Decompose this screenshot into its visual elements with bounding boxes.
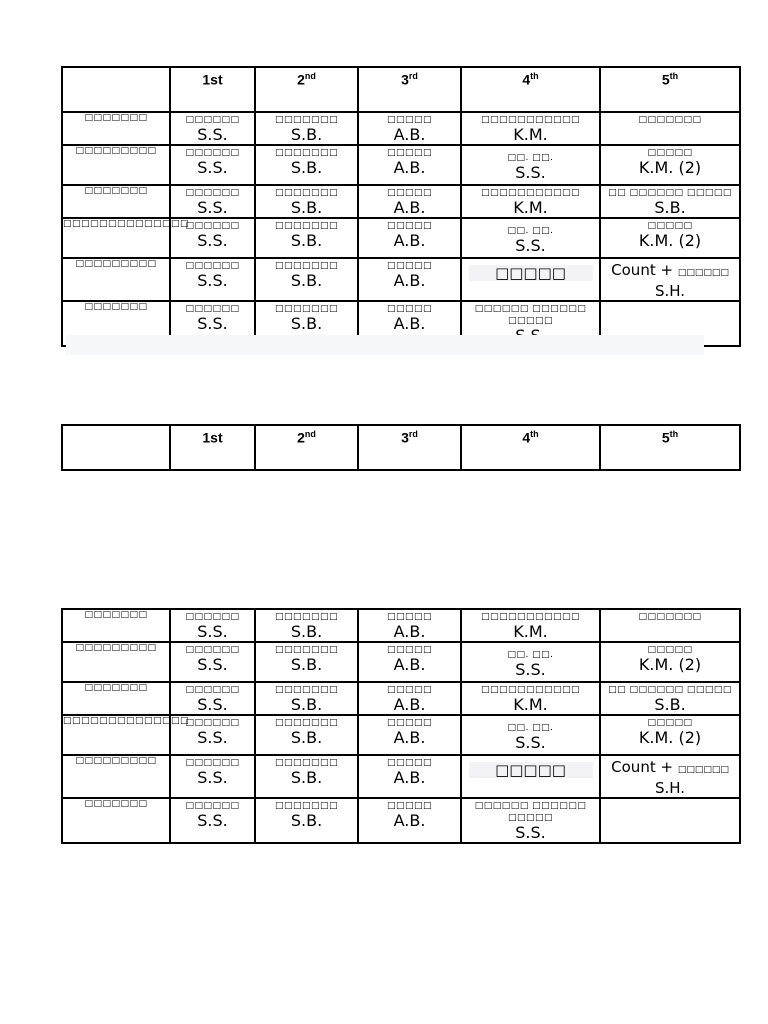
period-cell: □□□□□□□ S.B. [255,258,358,301]
period-cell: □□□□□ K.M. (2) [600,145,740,185]
header-period-3: 3rd [358,425,461,470]
header-period-2: 2nd [255,425,358,470]
header-row [62,67,740,112]
period-cell: □□□□□ A.B. [358,798,461,843]
period-cell: □□□□□□ □□□□□□ □□□□□ S.S. [461,798,600,843]
period-cell: □□□□□□ S.S. [170,682,255,715]
period-cell: □□ □□□□□□ □□□□□ S.B. [600,185,740,218]
period-cell: □□□□□ A.B. [358,755,461,798]
day-label: □□□□□□□ [62,682,170,715]
table-row [62,682,740,715]
period-cell: □□□□□□ S.S. [170,218,255,258]
day-label: □□□□□□□□□ [62,145,170,185]
period-cell: □□□□□□□□□□□ K.M. [461,112,600,145]
period-cell: □□. □□. S.S. [461,642,600,682]
header-period-2: 2nd [255,67,358,112]
period-cell: □□□□□□□ [600,112,740,145]
period-cell: □□□□□□ S.S. [170,258,255,301]
shaded-band [66,335,704,355]
table-row [62,112,740,145]
shaded-label: □□□□□ [469,762,593,778]
period-cell: □□ □□□□□□ □□□□□ S.B. [600,682,740,715]
period-cell: □□□□□ K.M. (2) [600,715,740,755]
period-cell: □□□□□ A.B. [358,145,461,185]
table-row [62,798,740,843]
day-label: □□□□□□□□□ [62,258,170,301]
period-cell: Count + □□□□□□ S.H. [600,258,740,301]
table-row [62,258,740,301]
period-cell: □□□□□□□□□□□ K.M. [461,609,600,642]
period-cell: □□□□□□□ [600,609,740,642]
period-cell: □□□□□□ S.S. [170,609,255,642]
period-cell: □□□□□ A.B. [358,112,461,145]
table-row [62,145,740,185]
header-row [62,425,740,470]
period-cell: □□□□□ A.B. [358,258,461,301]
day-label: □□□□□□□ [62,185,170,218]
period-cell: □□□□□□ S.S. [170,642,255,682]
timetable-1 [61,66,741,347]
header-period-1: 1st [170,425,255,470]
period-cell: □□□□□□ □□□□□□ □□□□□ [461,301,600,346]
period-cell: □□□□□ A.B. [358,642,461,682]
header-empty [62,67,170,112]
period-cell: □□□□□ K.M. (2) [600,642,740,682]
day-label: □□□□□□□ [62,798,170,843]
period-cell: □□□□□□ S.S. [170,798,255,843]
period-cell: □□□□□□□ S.B. [255,145,358,185]
period-cell: □□□□□□□ S.B. [255,715,358,755]
period-cell: □□□□□□□□□□□ K.M. [461,682,600,715]
header-period-5: 5th [600,67,740,112]
period-cell: □□. □□. S.S. [461,145,600,185]
period-cell: □□□□□□□ S.B. [255,301,358,346]
timetable-2-header [61,424,741,471]
period-cell: □□□□□□ S.S. [170,301,255,346]
table-row [62,185,740,218]
day-label: □□□□□□□ [62,112,170,145]
header-empty [62,425,170,470]
period-cell: □□□□□□□ S.B. [255,112,358,145]
table-row [62,218,740,258]
header-period-4: 4th [461,425,600,470]
period-cell-empty [600,798,740,843]
period-cell: □□□□□□□ S.B. [255,682,358,715]
period-cell: □□□□□□ S.S. [170,145,255,185]
shaded-label: □□□□□ [469,265,593,281]
day-label: □□□□□□□□□□□□□□ [62,715,170,755]
table-row [62,755,740,798]
header-period-5: 5th [600,425,740,470]
period-cell: □□□□□ A.B. [358,301,461,346]
timetable-3-body [61,608,741,844]
day-label: □□□□□□□□□ [62,642,170,682]
period-cell: Count + □□□□□□ S.H. [600,755,740,798]
period-cell: □□□□□□□ S.B. [255,609,358,642]
table-row [62,609,740,642]
period-cell-shaded [461,755,600,798]
period-cell: □□□□□ A.B. [358,185,461,218]
period-cell: □□□□□□ S.S. [170,715,255,755]
header-period-3: 3rd [358,67,461,112]
period-cell: □□□□□□□□□□□ K.M. [461,185,600,218]
period-cell: □□□□□ A.B. [358,609,461,642]
period-cell: □□□□□□ S.S. [170,185,255,218]
table-row [62,642,740,682]
period-cell: □□□□□□□ S.B. [255,642,358,682]
period-cell: □□. □□. S.S. [461,715,600,755]
day-label: □□□□□□□ [62,609,170,642]
period-cell: □□□□□□□ S.B. [255,218,358,258]
period-cell: □□□□□□ S.S. [170,112,255,145]
period-cell: □□□□□□ S.S. [170,755,255,798]
period-cell: □□. □□. S.S. [461,218,600,258]
period-cell: □□□□□ A.B. [358,715,461,755]
period-cell: □□□□□□□ S.B. [255,798,358,843]
day-label: □□□□□□□□□ [62,755,170,798]
header-period-4: 4th [461,67,600,112]
period-cell: □□□□□ A.B. [358,218,461,258]
period-cell: □□□□□ A.B. [358,682,461,715]
period-cell-shaded [461,258,600,301]
header-period-1: 1st [170,67,255,112]
day-label: □□□□□□□ [62,301,170,346]
period-cell: □□□□□□□ S.B. [255,755,358,798]
day-label: □□□□□□□□□□□□□□ [62,218,170,258]
period-cell: □□□□□ K.M. (2) [600,218,740,258]
period-cell: □□□□□□□ S.B. [255,185,358,218]
table-row [62,715,740,755]
